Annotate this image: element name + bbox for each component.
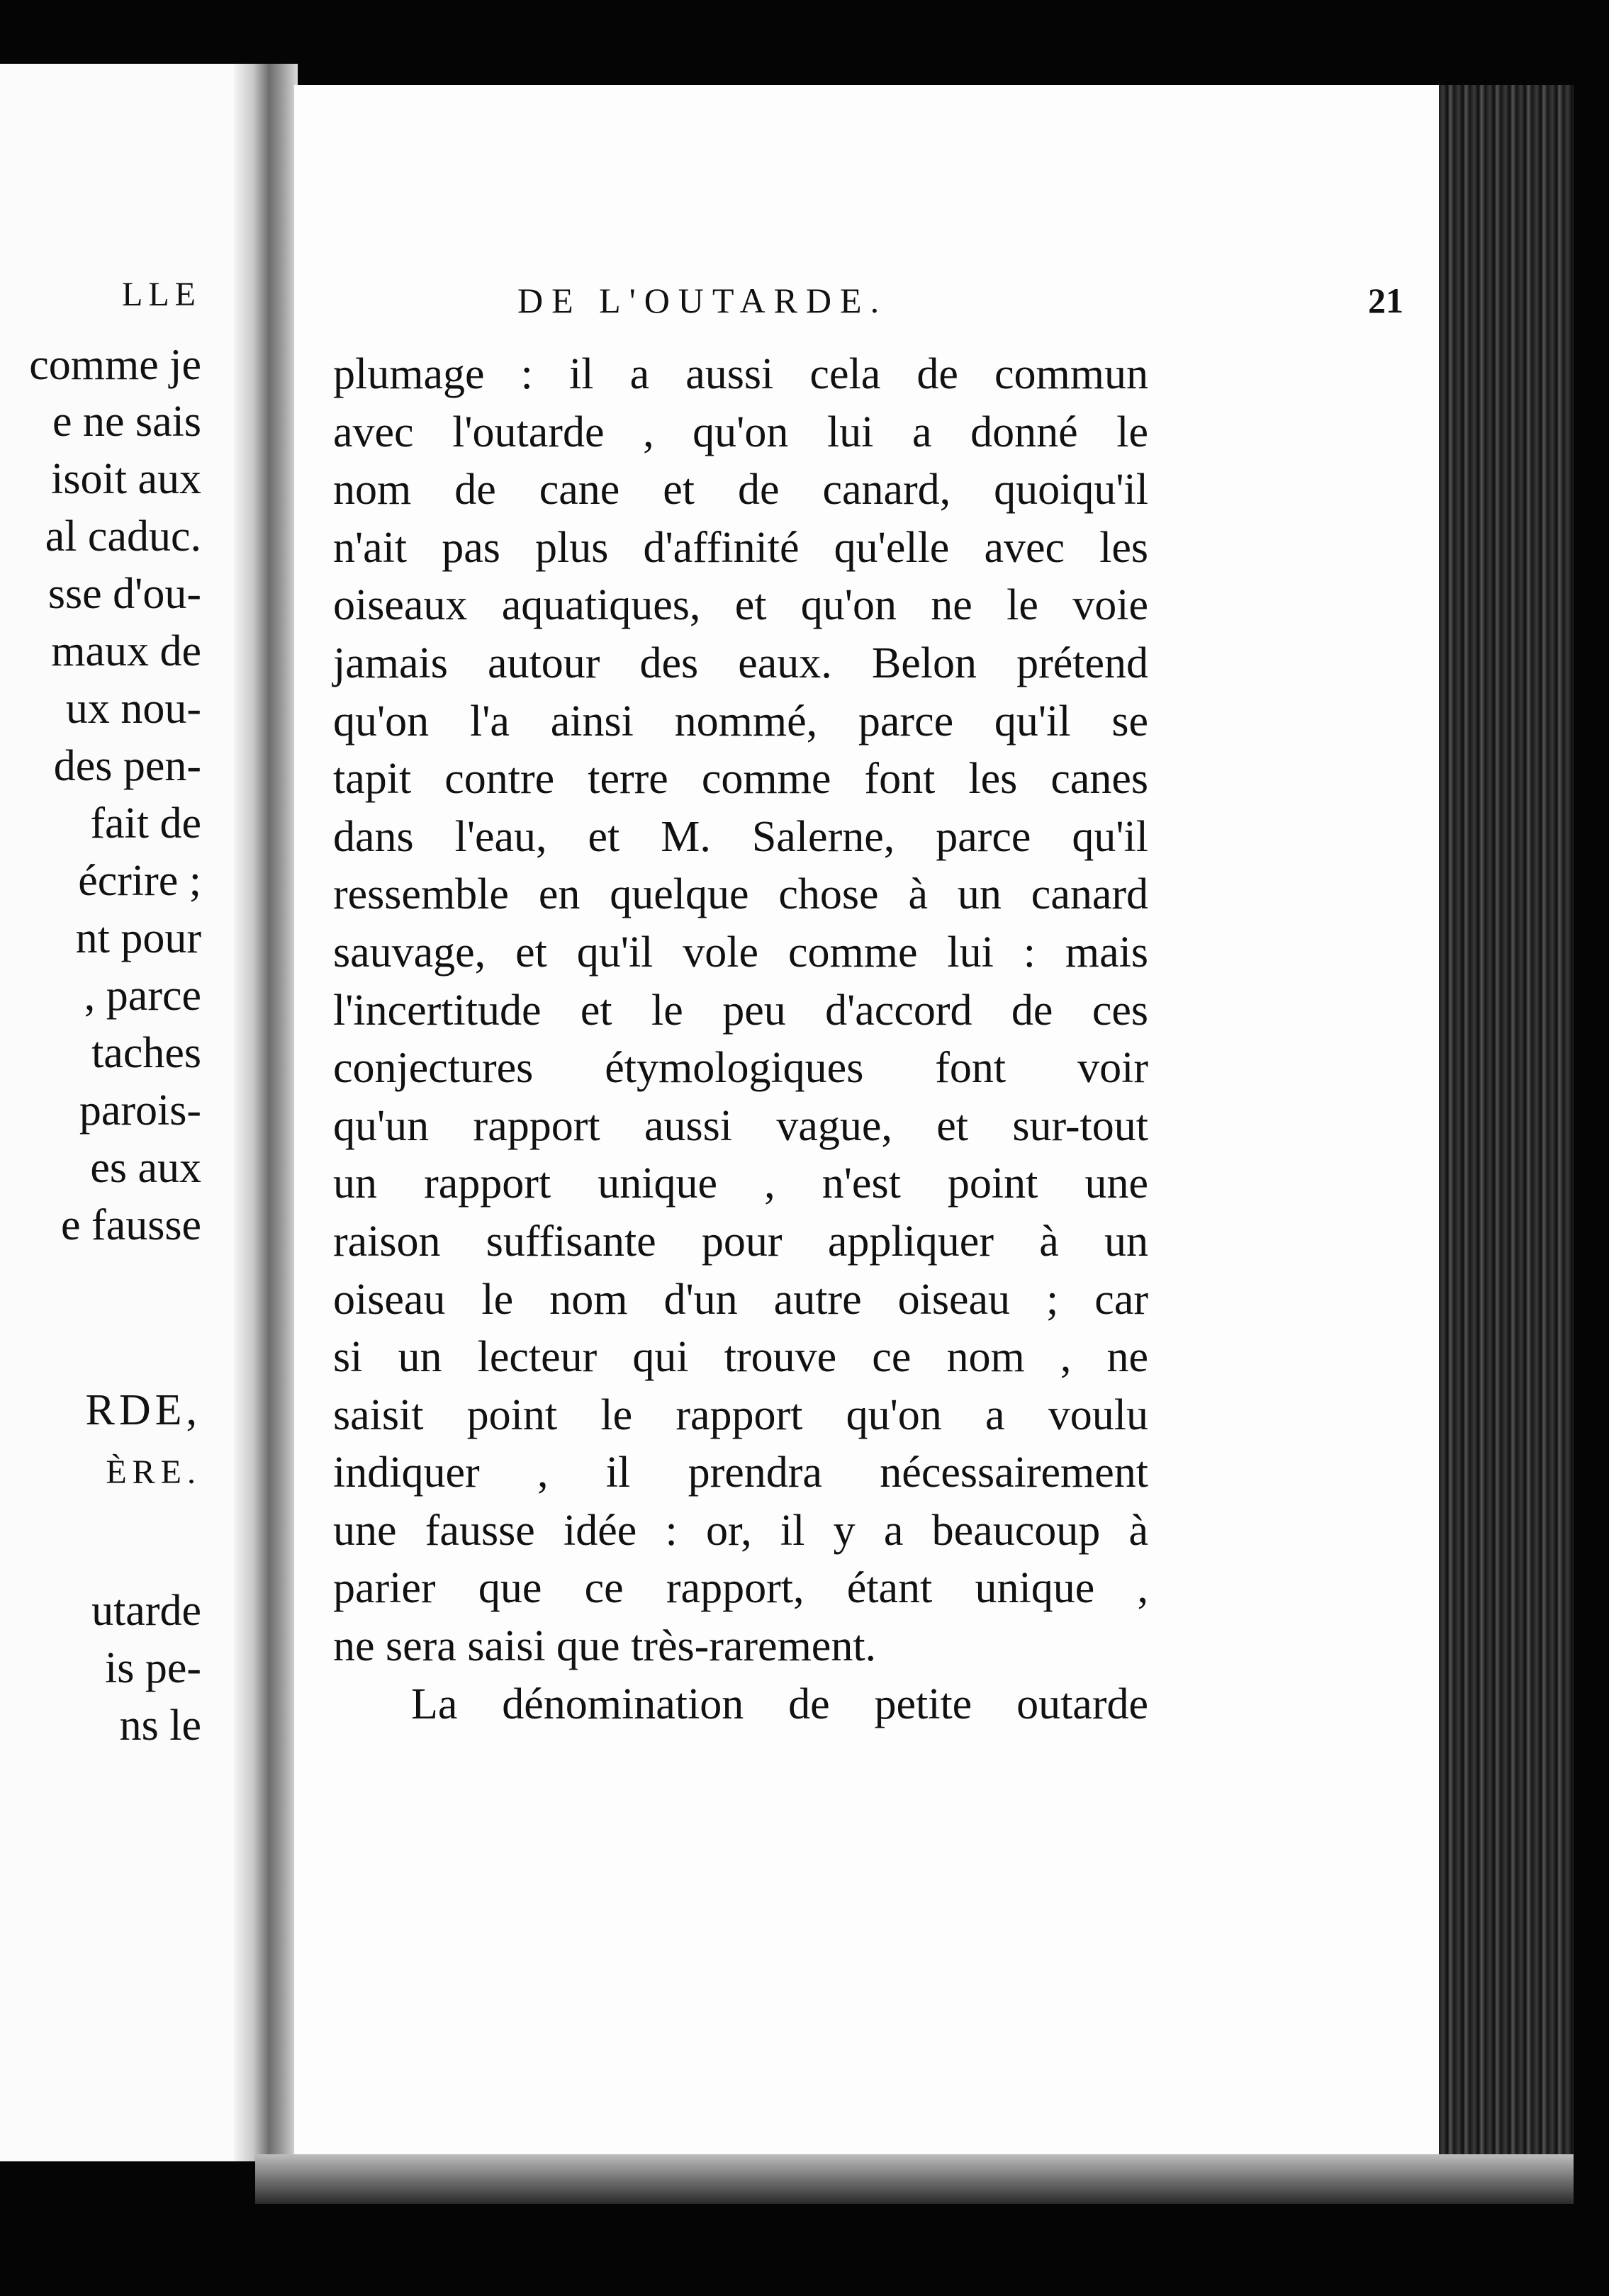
- text-line: tapit contre terre comme font les canes: [333, 755, 1148, 804]
- text-line: sauvage, et qu'il vole comme lui : mais: [333, 928, 1148, 977]
- left-line: des pen-: [53, 742, 201, 790]
- left-line: écrire ;: [78, 857, 201, 905]
- text-line: qu'un rapport aussi vague, et sur-tout: [333, 1101, 1148, 1150]
- text-line: conjectures étymologiques font voir: [333, 1044, 1148, 1093]
- book-gutter: [234, 64, 298, 2161]
- left-line: ns le: [119, 1701, 201, 1750]
- page-edges: [1439, 85, 1574, 2190]
- left-page: [0, 64, 269, 2161]
- text-line: l'incertitude et le peu d'accord de ces: [333, 986, 1148, 1035]
- bottom-edge: [255, 2154, 1574, 2204]
- left-line: taches: [91, 1029, 201, 1077]
- text-line: un rapport unique , n'est point une: [333, 1159, 1148, 1208]
- text-line: indiquer , il prendra nécessairement: [333, 1448, 1148, 1497]
- left-line: isoit aux: [51, 455, 201, 503]
- text-line: une fausse idée : or, il y a beaucoup à: [333, 1506, 1148, 1555]
- text-line: ne sera saisi que très-rarement.: [333, 1622, 877, 1671]
- left-running-head: LLE: [122, 276, 201, 313]
- text-line: jamais autour des eaux. Belon prétend: [333, 638, 1148, 687]
- left-line: ux nou-: [65, 685, 201, 733]
- left-line: nt pour: [75, 914, 201, 962]
- text-line: plumage : il a aussi cela de commun: [333, 350, 1148, 398]
- left-line: maux de: [51, 627, 201, 675]
- text-line: oiseaux aquatiques, et qu'on ne le voie: [333, 581, 1148, 630]
- left-line: e fausse: [61, 1201, 201, 1249]
- left-line: e ne sais: [52, 398, 201, 446]
- left-section-subheading: ÈRE.: [106, 1453, 201, 1491]
- left-line: comme je: [29, 341, 201, 389]
- text-line: qu'on l'a ainsi nommé, parce qu'il se: [333, 697, 1148, 745]
- paragraph-first-line: La dénomination de petite outarde: [411, 1679, 1148, 1728]
- page-number: 21: [1368, 281, 1403, 320]
- text-line: raison suffisante pour appliquer à un: [333, 1217, 1148, 1266]
- text-line: ressemble en quelque chose à un canard: [333, 870, 1148, 919]
- text-line: n'ait pas plus d'affinité qu'elle avec les: [333, 523, 1148, 572]
- left-line: es aux: [90, 1144, 201, 1192]
- text-line: saisit point le rapport qu'on a voulu: [333, 1390, 1148, 1439]
- left-line: parois-: [79, 1086, 201, 1135]
- text-line: si un lecteur qui trouve ce nom , ne: [333, 1333, 1148, 1382]
- text-line: nom de cane et de canard, quoiqu'il: [333, 466, 1148, 514]
- text-line: dans l'eau, et M. Salerne, parce qu'il: [333, 812, 1148, 861]
- body-text: [333, 346, 1148, 1733]
- left-line: fait de: [90, 799, 201, 848]
- left-line: is pe-: [104, 1644, 201, 1692]
- running-head-title: DE L'OUTARDE.: [517, 281, 888, 320]
- left-line: , parce: [84, 972, 201, 1020]
- text-line: oiseau le nom d'un autre oiseau ; car: [333, 1275, 1148, 1324]
- left-line: utarde: [91, 1587, 201, 1635]
- text-line: avec l'outarde , qu'on lui a donné le: [333, 407, 1148, 456]
- left-line: al caduc.: [45, 512, 201, 561]
- left-line: sse d'ou-: [47, 570, 201, 618]
- running-head: [517, 280, 1403, 330]
- left-section-heading: RDE,: [85, 1386, 201, 1434]
- text-line: parier que ce rapport, étant unique ,: [333, 1564, 1148, 1613]
